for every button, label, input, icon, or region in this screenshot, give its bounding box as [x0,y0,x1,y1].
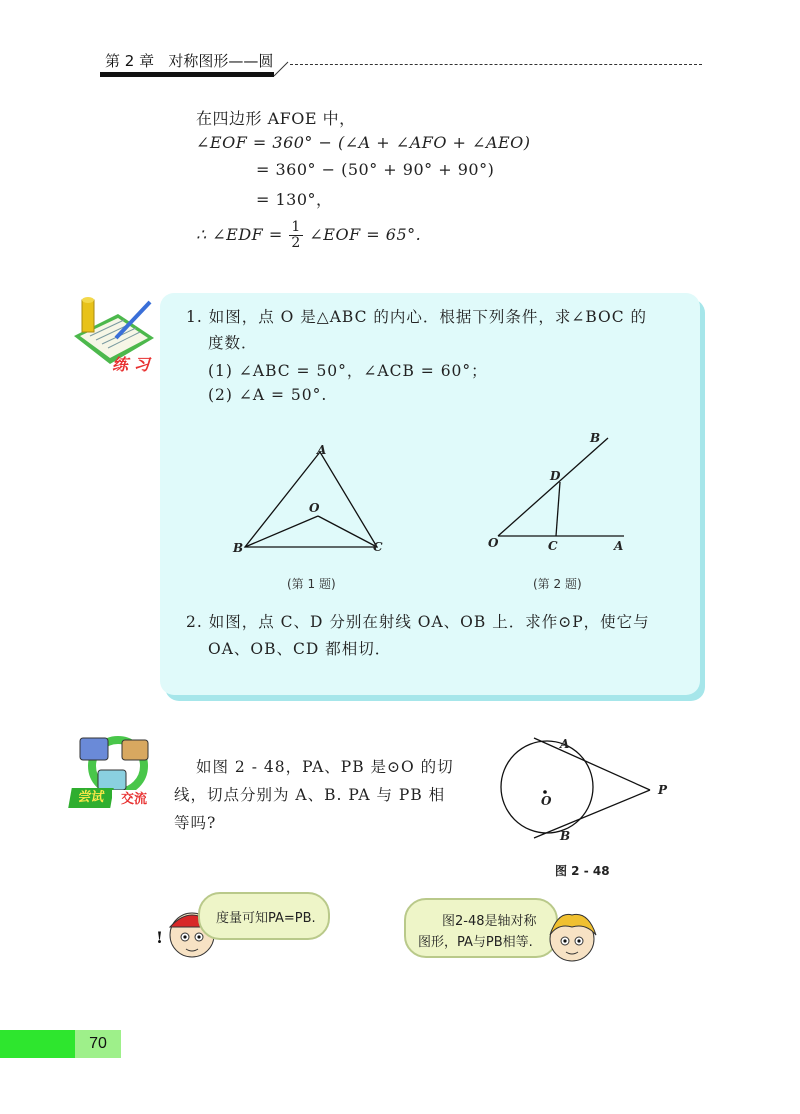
svg-text:!: ! [156,928,164,947]
question-1-line-1: 1. 如图，点 O 是△ABC 的内心．根据下列条件，求∠BOC 的 [186,308,648,326]
badge-exchange: 交流 [112,790,156,810]
segment-cd [556,482,560,536]
question-1-part-1: (1) ∠ABC = 50°，∠ACB = 60°； [208,362,488,380]
badge-try: 尝试 [68,788,114,808]
exercise-badge-label: 练 习 [112,355,150,374]
figure-1-caption: (第 1 题) [287,577,336,591]
fraction-half [289,220,302,251]
speech-bubble-2 [404,898,558,958]
chapter-header [105,50,273,71]
fig48-label-b: B [560,829,571,843]
ray-ob [498,438,608,536]
discuss-line-1: 如图 2 - 48，PA、PB 是⊙O 的切 [196,758,454,776]
discuss-line-3: 等吗? [174,814,217,832]
header-dashed-line [290,64,702,65]
fig1-label-a: A [317,443,327,457]
tangent-pa [534,738,650,790]
bubble-2-line-1: 图2-48是轴对称 [442,914,537,929]
bubble-1-text: 度量可知PA=PB. [216,911,316,926]
solution-line-4 [196,220,421,251]
figure-2-48-circle-tangents [490,730,680,850]
question-2-line-1: 2. 如图，点 C、D 分别在射线 OA、OB 上．求作⊙P，使它与 [186,613,650,631]
header-slash [272,58,292,78]
solution-intro: 在四边形 AFOE 中， [196,109,356,128]
solution-line-3: = 130°， [256,190,333,209]
fig2-label-c: C [548,539,558,553]
chapter-title: 对称图形——圆 [168,52,274,70]
fig1-label-o: O [309,501,320,515]
chapter-number: 第 2 章 [105,52,155,70]
fig1-label-c: C [373,540,383,554]
figure-1-triangle [225,440,395,560]
segment-bo [245,516,318,547]
fig2-label-b: B [590,431,601,445]
fig1-label-b: B [233,541,244,555]
student-girl-icon [542,905,604,969]
header-rule [100,72,274,77]
fig48-label-o: O [541,794,552,808]
question-1-part-2: (2) ∠A = 50°. [208,386,328,404]
solution-line-1: ∠EOF = 360° − (∠A + ∠AFO + ∠AEO) [196,133,531,152]
discuss-line-2: 线，切点分别为 A、B. PA 与 PB 相 [174,786,446,804]
figure-2-angle [480,430,640,560]
fig2-label-d: D [550,469,561,483]
page-number-bar [0,1030,75,1058]
solution-line-2: = 360° − (50° + 90° + 90°) [256,160,495,179]
figure-2-caption: (第 2 题) [533,577,582,591]
question-1-line-2: 度数． [208,334,258,352]
bubble-2-line-2: 图形，PA与PB相等. [418,935,533,950]
solution-line-4-suffix: ∠EOF = 65°. [309,225,422,244]
fig2-label-o: O [488,536,499,550]
fraction-denominator: 2 [291,235,301,251]
page-number: 70 [75,1030,121,1058]
fig48-label-p: P [658,783,668,797]
triangle-abc [245,452,377,547]
figure-2-48-caption: 图 2 - 48 [555,864,610,878]
solution-line-4-prefix: ∴ ∠EDF = [196,225,283,244]
speech-bubble-1 [198,892,330,940]
fraction-numerator: 1 [291,219,301,235]
fig2-label-a: A [614,539,624,553]
fig48-label-a: A [560,737,570,751]
question-2-line-2: OA、OB、CD 都相切． [208,640,392,658]
